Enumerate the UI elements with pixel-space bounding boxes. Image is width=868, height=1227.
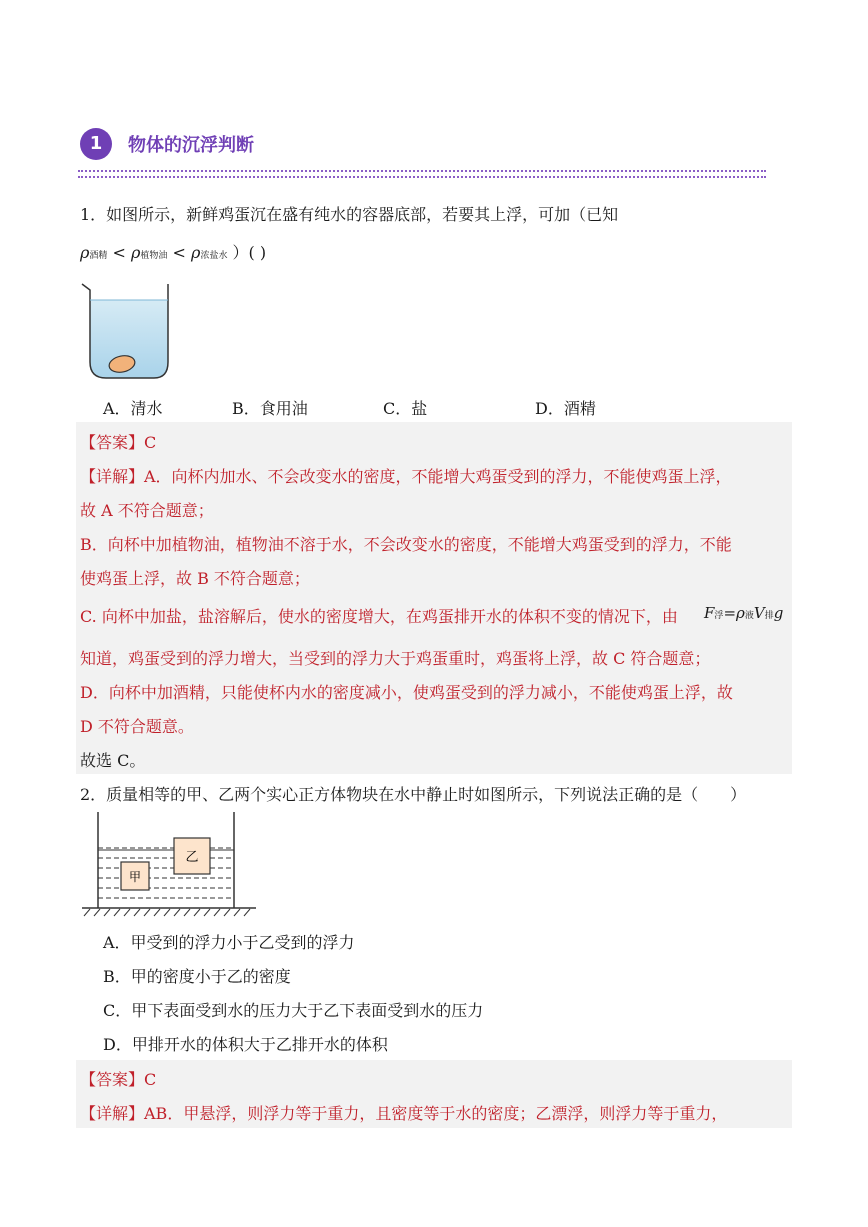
rho-symbol: ρ xyxy=(131,243,141,262)
block-b-label: 乙 xyxy=(185,850,199,865)
q1-detail-line-6: 知道，鸡蛋受到的浮力增大，当受到的浮力大于鸡蛋重时，鸡蛋将上浮，故 C 符合题意； xyxy=(80,649,711,668)
q1-option-c: C．盐 xyxy=(383,399,428,418)
q1-answer: 【答案】C xyxy=(80,433,157,452)
q1-detail-line-3: B．向杯中加植物油，植物油不溶于水，不会改变水的密度，不能增大鸡蛋受到的浮力，不能 xyxy=(80,535,732,554)
q1-option-a: A．清水 xyxy=(103,399,163,418)
formula-sub-2: 植物油 xyxy=(140,251,168,261)
question-1-text: 1．如图所示，新鲜鸡蛋沉在盛有纯水的容器底部，若要其上浮，可加（已知 xyxy=(80,205,619,224)
dotted-divider xyxy=(78,170,766,172)
q2-option-d: D．甲排开水的体积大于乙排开水的体积 xyxy=(103,1035,388,1054)
beaker-figure xyxy=(80,280,174,384)
rho-symbol: ρ xyxy=(191,243,201,262)
q2-option-c: C．甲下表面受到水的压力大于乙下表面受到水的压力 xyxy=(103,1001,484,1020)
q1-option-b: B．食用油 xyxy=(232,399,308,418)
q1-detail-line-8: D 不符合题意。 xyxy=(80,717,194,736)
q1-detail-line-7: D．向杯中加酒精，只能使杯内水的密度减小，使鸡蛋受到的浮力减小，不能使鸡蛋上浮，故 xyxy=(80,683,733,702)
formula-sub-1: 酒精 xyxy=(89,251,108,261)
q1-conclusion: 故选 C。 xyxy=(80,751,146,770)
question-2-text: 2．质量相等的甲、乙两个实心正方体物块在水中静止时如图所示，下列说法正确的是（ ） xyxy=(80,785,747,804)
container-figure xyxy=(80,810,262,920)
q2-detail-line-1: 【详解】AB．甲悬浮，则浮力等于重力，且密度等于水的密度；乙漂浮，则浮力等于重力， xyxy=(80,1104,728,1123)
q1-detail-line-2: 故 A 不符合题意； xyxy=(80,501,214,520)
rho-symbol: ρ xyxy=(80,243,90,262)
q1-detail-line-4: 使鸡蛋上浮，故 B 不符合题意； xyxy=(80,569,310,588)
block-a-label: 甲 xyxy=(128,870,142,884)
less-than: < xyxy=(112,243,126,262)
q2-option-a: A．甲受到的浮力小于乙受到的浮力 xyxy=(103,933,355,952)
question-1-formula xyxy=(80,240,266,263)
dotted-divider xyxy=(78,176,766,178)
formula-tail: ）( ) xyxy=(232,243,267,262)
q2-answer: 【答案】C xyxy=(80,1070,157,1089)
section-number-badge: 1 xyxy=(80,128,112,160)
q1-option-d: D．酒精 xyxy=(535,399,596,418)
formula-sub-3: 浓盐水 xyxy=(200,251,228,261)
q1-detail-line-5: C. 向杯中加盐，盐溶解后，使水的密度增大，在鸡蛋排开水的体积不变的情况下，由 xyxy=(80,607,678,626)
q2-option-b: B．甲的密度小于乙的密度 xyxy=(103,967,291,986)
section-title: 物体的沉浮判断 xyxy=(128,135,254,156)
buoyancy-equation: F浮=ρ液V排g xyxy=(704,604,784,622)
less-than: < xyxy=(172,243,186,262)
q1-detail-line-1: 【详解】A．向杯内加水、不会改变水的密度，不能增大鸡蛋受到的浮力，不能使鸡蛋上浮， xyxy=(80,467,732,486)
